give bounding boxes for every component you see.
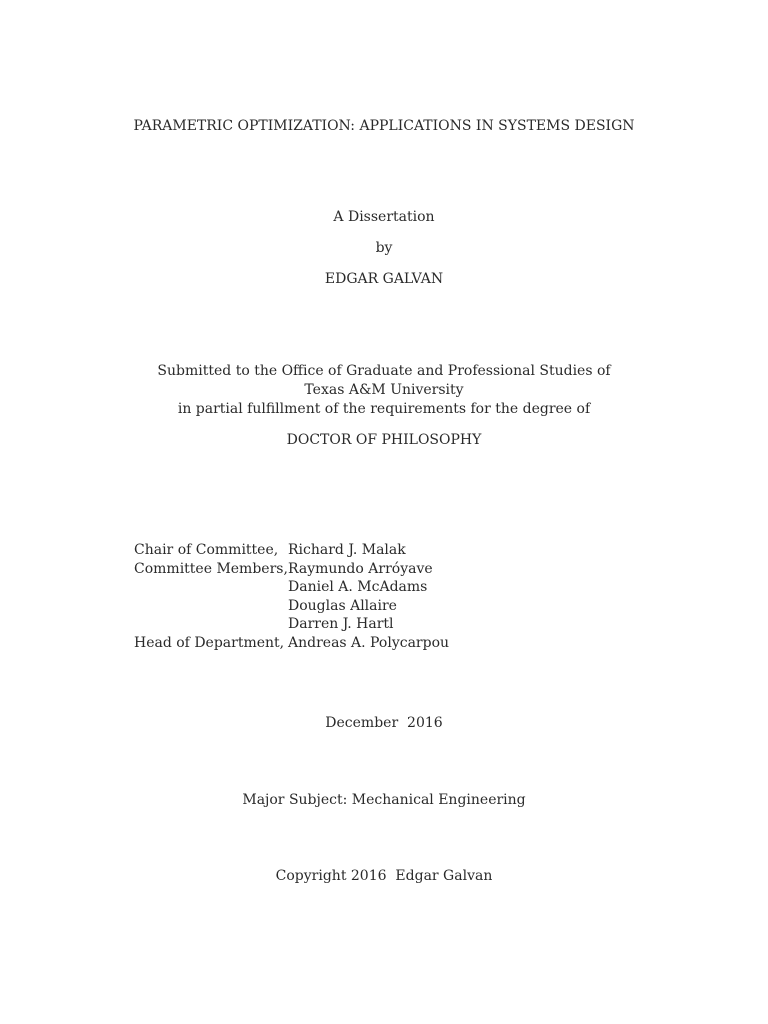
committee-member-name: Douglas Allaire [288,597,397,614]
committee-member-name: Raymundo Arróyave [288,560,433,577]
committee-role: Committee Members, [134,560,288,577]
submission-line-2: Texas A&M University [304,382,464,398]
committee-member-name: Daniel A. McAdams [288,579,428,596]
committee-row [134,615,654,634]
submission-line-1: Submitted to the Office of Graduate and Professional Studies of [157,363,611,379]
committee-list [134,541,654,653]
committee-role: Head of Department, [134,634,285,651]
committee-row [134,560,654,579]
copyright-notice: Copyright 2016 Edgar Galvan [275,868,493,884]
author-name: EDGAR GALVAN [324,271,444,287]
committee-row [134,597,654,616]
committee-member-name: Richard J. Malak [288,542,406,558]
document-type: A Dissertation [333,209,435,225]
committee-row [134,578,654,597]
major-subject: Major Subject: Mechanical Engineering [242,792,526,808]
submission-line-3: in partial fulfillment of the requirements for the degree of [177,401,591,417]
committee-row [134,634,654,653]
by-label: by [375,240,393,256]
committee-role: Chair of Committee, [134,542,279,558]
degree-name: DOCTOR OF PHILOSOPHY [286,432,482,448]
dissertation-title: PARAMETRIC OPTIMIZATION: APPLICATIONS IN SYSTEMS DESIGN [133,118,635,134]
committee-row [134,541,654,560]
committee-member-name: Andreas A. Polycarpou [288,634,450,651]
submission-date: December 2016 [325,715,443,731]
committee-member-name: Darren J. Hartl [288,616,394,633]
